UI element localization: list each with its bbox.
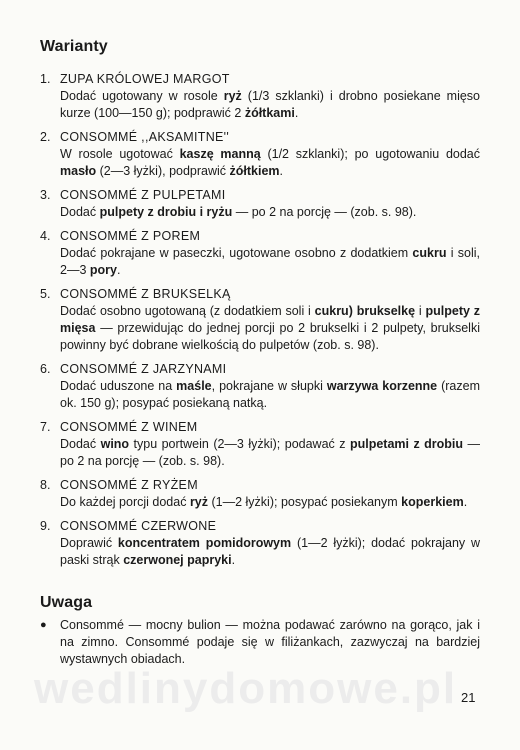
ingredient-emphasis: żółtkami xyxy=(244,106,295,120)
ingredient-emphasis: pory xyxy=(89,263,117,277)
ingredient-emphasis: cukru xyxy=(412,246,447,260)
variant-title: CONSOMMÉ Z POREM xyxy=(60,229,201,243)
description-text: typu portwein (2—3 łyżki); podawać z xyxy=(129,437,350,451)
ingredient-emphasis: ryż xyxy=(189,495,209,509)
variant-title-line xyxy=(40,187,480,204)
note-paragraph xyxy=(40,617,480,668)
bullet-icon: ● xyxy=(40,619,47,631)
variant-title: CONSOMMÉ Z WINEM xyxy=(60,420,198,434)
description-text: Dodać pokrajane w paseczki, ugotowane osobno z dodatkiem xyxy=(60,246,413,260)
variant-item xyxy=(40,477,480,511)
variant-title: CONSOMMÉ Z JARZYNAMI xyxy=(60,362,227,376)
variant-title-line xyxy=(40,129,480,146)
ingredient-emphasis: koncentratem pomidorowym xyxy=(117,536,292,550)
ingredient-emphasis: ryż xyxy=(223,89,242,103)
ingredient-emphasis: pulpety z mięsa xyxy=(60,304,480,335)
variant-title: CONSOMMÉ Z BRUKSELKĄ xyxy=(60,287,231,301)
description-text: — po 2 na porcję — (zob. s. 98). xyxy=(232,205,417,219)
description-text: . xyxy=(463,495,468,509)
variant-number: 3. xyxy=(40,188,51,202)
ingredient-emphasis: pulpety z drobiu i ryżu xyxy=(99,205,233,219)
description-text: (1/2 szklanki); po ugotowaniu dodać xyxy=(260,147,480,161)
description-text: i soli, 2—3 xyxy=(60,246,481,277)
variant-item xyxy=(40,419,480,470)
variant-title-line xyxy=(40,286,480,303)
variant-title-line xyxy=(40,71,480,88)
variant-item xyxy=(40,518,480,569)
variant-item xyxy=(40,129,480,180)
variant-title-line xyxy=(40,228,480,245)
variant-number: 1. xyxy=(40,72,51,86)
variants-list xyxy=(40,71,480,576)
variant-title-line xyxy=(40,477,480,494)
variant-number: 4. xyxy=(40,229,51,243)
description-text: . xyxy=(116,263,121,277)
description-text: . xyxy=(294,106,299,120)
variant-description xyxy=(60,146,480,180)
description-text: (2—3 łyżki), podprawić xyxy=(96,164,230,178)
description-text: Dodać osobno ugotowaną (z dodatkiem soli i xyxy=(60,304,315,318)
ingredient-emphasis: masło xyxy=(60,164,97,178)
description-text: , pokrajane w słupki xyxy=(211,379,327,393)
description-text: (1/3 szklanki) i drobno posiekane mięso kurze (100—150 g); podprawić 2 xyxy=(60,89,481,120)
variant-title: CONSOMMÉ ,,AKSAMITNE'' xyxy=(60,130,230,144)
variant-description xyxy=(60,436,480,470)
variant-number: 8. xyxy=(40,478,51,492)
section-heading-note: Uwaga xyxy=(40,594,93,611)
description-text: — po 2 na porcję — (zob. s. 98). xyxy=(60,437,481,468)
variant-description xyxy=(60,494,480,511)
ingredient-emphasis: pulpetami z drobiu xyxy=(349,437,464,451)
variant-description xyxy=(60,535,480,569)
description-text: (1—2 łyżki); posypać posiekanym xyxy=(208,495,402,509)
description-text: W rosole ugotować xyxy=(60,147,180,161)
variant-title-line xyxy=(40,361,480,378)
variant-title-line xyxy=(40,518,480,535)
description-text: Doprawić xyxy=(60,536,118,550)
variant-title: CONSOMMÉ Z RYŻEM xyxy=(60,478,198,492)
ingredient-emphasis: czerwonej papryki xyxy=(123,553,232,567)
variant-number: 2. xyxy=(40,130,51,144)
description-text: (razem ok. 150 g); posypać posiekaną natką. xyxy=(60,379,481,410)
variant-item xyxy=(40,286,480,354)
variant-description xyxy=(60,303,480,354)
ingredient-emphasis: żółtkiem xyxy=(229,164,280,178)
variant-description xyxy=(60,245,480,279)
description-text: Dodać uduszone na xyxy=(60,379,177,393)
description-text: Dodać ugotowany w rosole xyxy=(60,89,224,103)
description-text: . xyxy=(279,164,284,178)
note-text: Consommé — mocny bulion — można podawać zarówno na gorąco, jak i na zimno. Consommé podaje się w filiżankach, zazwyczaj na bardziej wystawnych obiadach. xyxy=(60,618,480,666)
description-text: i xyxy=(415,304,426,318)
description-text: Dodać xyxy=(60,205,100,219)
ingredient-emphasis: warzywa korzenne xyxy=(326,379,438,393)
description-text: — przewidując do jednej porcji po 2 brukselki i 2 pulpety, brukselki powinny być dobrane wielkością do pulpetów (zob. s. 98). xyxy=(60,321,480,352)
variant-title: CONSOMMÉ Z PULPETAMI xyxy=(60,188,226,202)
description-text: Do każdej porcji dodać xyxy=(60,495,190,509)
ingredient-emphasis: cukru) xyxy=(314,304,353,318)
variant-title: ZUPA KRÓLOWEJ MARGOT xyxy=(60,72,230,86)
variant-item xyxy=(40,71,480,122)
watermark: wedlinydomowe.pl xyxy=(34,664,458,713)
variant-title: CONSOMMÉ CZERWONE xyxy=(60,519,217,533)
ingredient-emphasis: maśle xyxy=(176,379,212,393)
description-text: (1—2 łyżki); dodać pokrajany w paski strąk xyxy=(60,536,481,567)
variant-number: 6. xyxy=(40,362,51,376)
ingredient-emphasis: brukselkę xyxy=(356,304,416,318)
ingredient-emphasis: kaszę manną xyxy=(179,147,261,161)
variant-number: 9. xyxy=(40,519,51,533)
variant-item xyxy=(40,187,480,221)
ingredient-emphasis: koperkiem xyxy=(401,495,464,509)
description-text: Dodać xyxy=(60,437,101,451)
page-number: 21 xyxy=(461,690,476,705)
variant-item xyxy=(40,228,480,279)
variant-item xyxy=(40,361,480,412)
description-text: . xyxy=(231,553,236,567)
variant-title-line xyxy=(40,419,480,436)
variant-description xyxy=(60,204,480,221)
variant-number: 7. xyxy=(40,420,51,434)
variant-number: 5. xyxy=(40,287,51,301)
section-heading-variants: Warianty xyxy=(40,38,108,55)
variant-description xyxy=(60,88,480,122)
ingredient-emphasis: wino xyxy=(100,437,130,451)
variant-description xyxy=(60,378,480,412)
